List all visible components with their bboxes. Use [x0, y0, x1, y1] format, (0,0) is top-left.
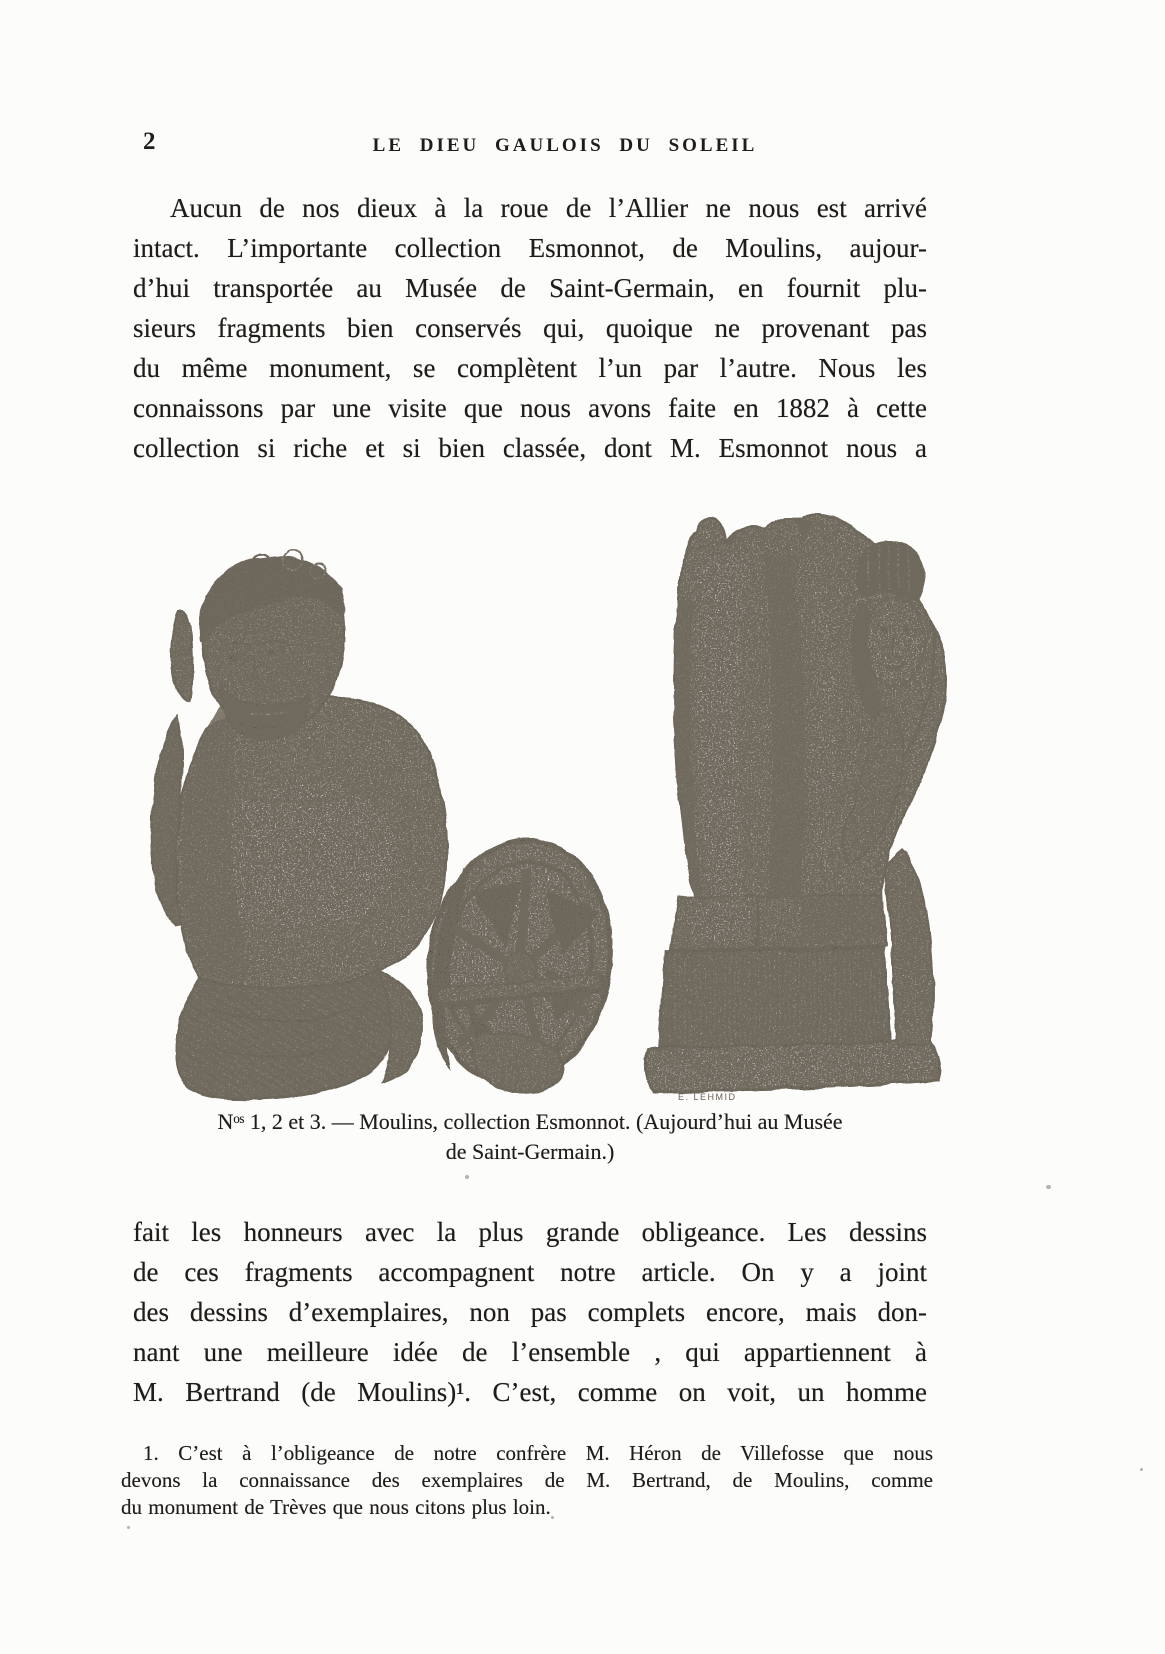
page-number: 2 [143, 128, 157, 155]
text-line: intact. L’importante collection Esmonnot, de Moulins, aujour- [133, 233, 927, 263]
engraving-art [152, 515, 946, 1102]
running-title: LE DIEU GAULOIS DU SOLEIL [372, 135, 758, 156]
text-line: devons la connaissance des exemplaires de M. Bertrand, de Moulins, comme [121, 1468, 933, 1492]
engraving-svg [140, 470, 960, 1105]
text-line: connaissons par une visite que nous avons faite en 1882 à cette [133, 393, 927, 423]
text-line: du monument de Trèves que nous citons plus loin. [121, 1495, 551, 1519]
text-line: Nᵒˢ 1, 2 et 3. — Moulins, collection Esmonnot. (Aujourd’hui au Musée [217, 1109, 843, 1134]
text-line: M. Bertrand (de Moulins)¹. C’est, comme on voit, un homme [133, 1377, 927, 1407]
bust-fragment [152, 551, 447, 1099]
text-line: d’hui transportée au Musée de Saint-Germain, en fournit plu- [133, 273, 927, 303]
text-line: de ces fragments accompagnent notre article. On y a joint [133, 1257, 927, 1287]
text-line: 1. C’est à l’obligeance de notre confrère M. Héron de Villefosse que nous [143, 1441, 933, 1465]
paragraph-2 [133, 1212, 927, 1412]
figure-illustration [140, 470, 960, 1105]
footnote [121, 1440, 933, 1521]
figure-caption [133, 1107, 927, 1166]
scan-speck [127, 1526, 130, 1529]
scan-speck [1046, 1185, 1051, 1189]
text-line: nant une meilleure idée de l’ensemble , qui appartiennent à [133, 1337, 927, 1367]
text-line: sieurs fragments bien conservés qui, quoique ne provenant pas [133, 313, 927, 343]
text-line: collection si riche et si bien classée, dont M. Esmonnot nous a [133, 433, 927, 463]
text-line: des dessins d’exemplaires, non pas complets encore, mais don- [133, 1297, 927, 1327]
text-line: du même monument, se complètent l’un par l’autre. Nous les [133, 353, 927, 383]
engraver-signature: E. LEHMID [678, 1092, 737, 1102]
paragraph-1 [133, 188, 927, 468]
scan-speck [1140, 1468, 1143, 1471]
text-line: de Saint-Germain.) [445, 1138, 615, 1164]
scan-speck [465, 1175, 469, 1179]
text-line: Aucun de nos dieux à la roue de l’Allier ne nous est arrivé [170, 193, 927, 223]
statue-fragment [645, 515, 945, 1092]
text-line: fait les honneurs avec la plus grande obligeance. Les dessins [133, 1217, 927, 1247]
scan-speck [551, 1516, 554, 1519]
